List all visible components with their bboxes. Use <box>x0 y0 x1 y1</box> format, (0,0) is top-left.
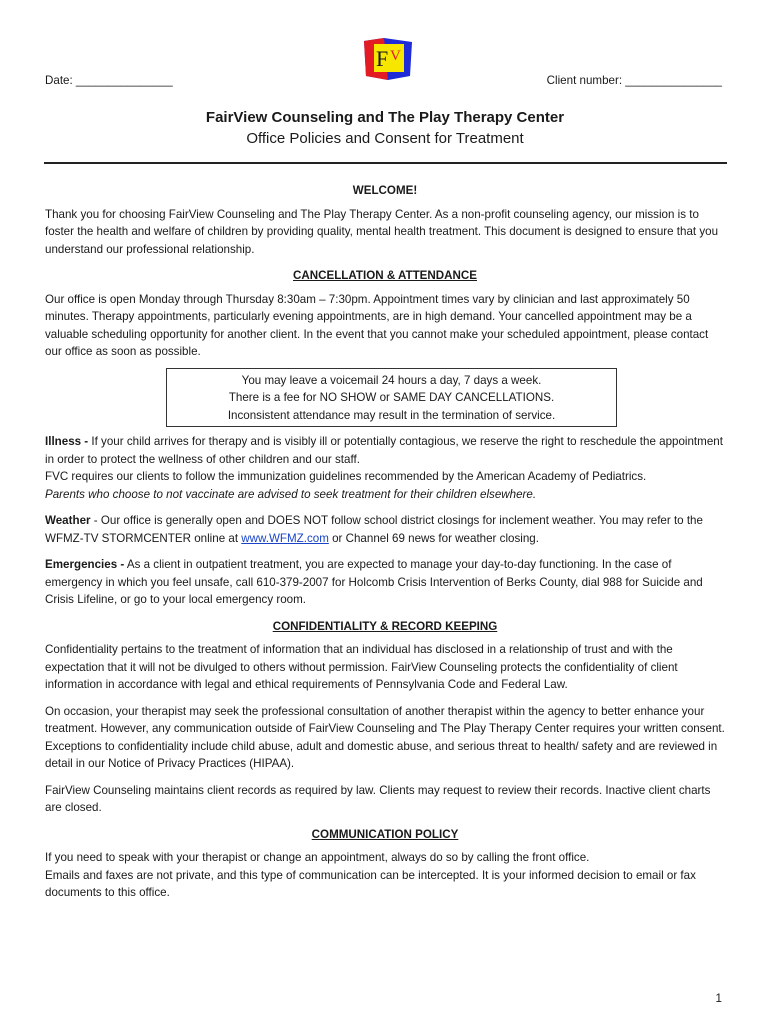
document-subtitle: Office Policies and Consent for Treatment <box>246 130 524 147</box>
emergencies-label: Emergencies - <box>45 558 125 571</box>
notice-line: Inconsistent attendance may result in the termination of service. <box>227 408 556 422</box>
emergencies-paragraph <box>45 556 725 609</box>
notice-box <box>166 368 617 428</box>
confidentiality-paragraph-3: FairView Counseling maintains client records as required by law. Clients may request to review their records. Inactive client charts are closed. <box>45 783 711 814</box>
communication-paragraph-1: If you need to speak with your therapist or change an appointment, always do so by calling the front office. <box>45 851 590 864</box>
emergencies-text: As a client in outpatient treatment, you are expected to manage your day-to-day functioning. In the case of emergency in which you feel unsafe, call 610-379-2007 for Holcomb Crisis Intervention of Berks County, dial 988 for Suicide and Crisis Lifeline, or go to your local emergency room. <box>45 558 703 606</box>
client-number-field[interactable]: Client number: _______________ <box>546 74 722 87</box>
cancellation-heading: CANCELLATION & ATTENDANCE <box>293 269 477 282</box>
document-title: FairView Counseling and The Play Therapy Center <box>205 109 565 126</box>
header-divider <box>44 162 727 164</box>
document-body <box>45 182 725 902</box>
illness-paragraph <box>45 433 725 468</box>
weather-text: - Our office is generally open and DOES NOT follow school district closings for inclement weather. You may refer to the WFMZ-TV STORMCENTER online at <box>45 514 703 545</box>
illness-text: If your child arrives for therapy and is visibly ill or potentially contagious, we reserve the right to reschedule the appointment in order to protect the wellness of other children and our staff. <box>45 435 723 466</box>
vaccination-note: Parents who choose to not vaccinate are advised to seek treatment for their children elsewhere. <box>45 487 537 501</box>
notice-line: There is a fee for NO SHOW or SAME DAY CANCELLATIONS. <box>228 391 555 404</box>
welcome-paragraph: Thank you for choosing FairView Counseling and The Play Therapy Center. As a non-profit counseling agency, our mission is to foster the health and welfare of children by providing quality, mental health treatment. This document is designed to ensure that you understand our professional relationship. <box>45 207 719 256</box>
notice-line: You may leave a voicemail 24 hours a day, 7 days a week. <box>241 373 542 387</box>
page-number: 1 <box>715 992 722 1005</box>
weather-label: Weather <box>45 514 91 527</box>
cancellation-paragraph: Our office is open Monday through Thursday 8:30am – 7:30pm. Appointment times vary by clinician and last approximately 50 minutes. Therapy appointments, particularly evening appointments, are in high demand. Your cancelled appointment may be a valuable scheduling opportunity for another client. In the event that you cannot make your scheduled appointment, please contact our office as soon as possible. <box>45 292 709 358</box>
fairview-logo <box>364 38 412 80</box>
wfmz-link[interactable]: www.WFMZ.com <box>241 531 329 545</box>
welcome-heading: WELCOME! <box>352 184 418 197</box>
svg-text:V: V <box>390 48 401 64</box>
confidentiality-heading: CONFIDENTIALITY & RECORD KEEPING <box>272 619 498 633</box>
date-field[interactable]: Date: _______________ <box>45 74 173 87</box>
confidentiality-paragraph-2: On occasion, your therapist may seek the professional consultation of another therapist within the agency to better enhance your treatment. However, any communication outside of FairView Counseling and The Play Therapy Center requires your written consent. Exceptions to confidentiality include child abuse, adult and domestic abuse, and serious threat to health/ safety and are reviewed in detail in our Notice of Privacy Practices (HIPAA). <box>45 704 725 770</box>
immunization-text: FVC requires our clients to follow the immunization guidelines recommended by the American Academy of Pediatrics. <box>45 470 647 483</box>
illness-label: Illness - <box>45 435 89 448</box>
communication-heading: COMMUNICATION POLICY <box>311 827 459 841</box>
communication-paragraph-2: Emails and faxes are not private, and this type of communication can be intercepted. It is your informed decision to email or fax documents to this office. <box>45 868 696 899</box>
weather-text-end: or Channel 69 news for weather closing. <box>328 531 539 545</box>
confidentiality-paragraph-1: Confidentiality pertains to the treatment of information that an individual has disclosed in a relationship of trust and with the expectation that it will not be divulged to others without permission. FairView Counseling protects the confidentiality of client information in accordance with legal and ethical requirements of Pennsylvania Code and Federal Law. <box>45 643 678 691</box>
svg-text:F: F <box>376 46 389 71</box>
weather-paragraph <box>45 512 725 547</box>
